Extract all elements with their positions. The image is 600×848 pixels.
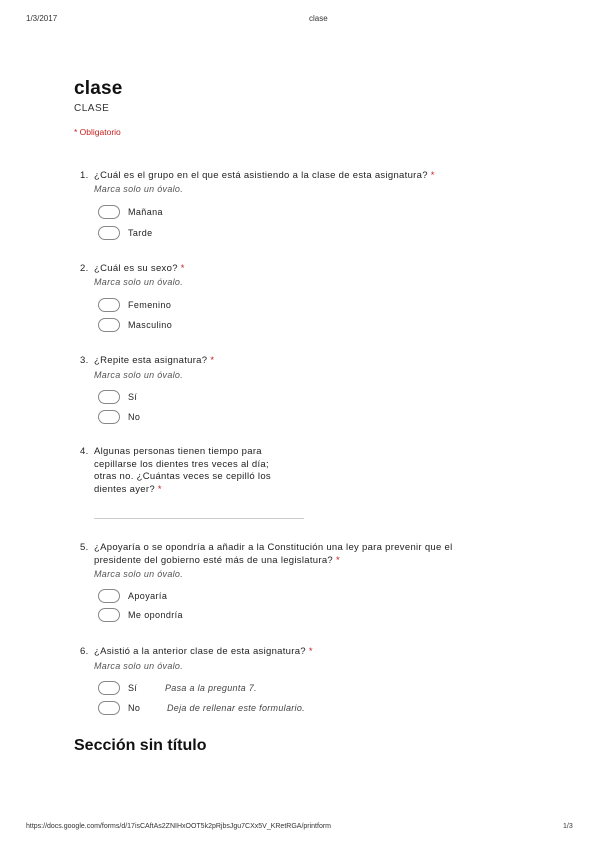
option-no-q6[interactable] xyxy=(98,700,140,716)
option-label: Mañana xyxy=(128,207,163,217)
question-text: ¿Cuál es su sexo? xyxy=(94,263,178,274)
option-tarde[interactable] xyxy=(98,225,153,241)
radio-oval[interactable] xyxy=(98,390,120,404)
option-si[interactable] xyxy=(98,389,137,405)
question-1 xyxy=(80,170,435,183)
required-star: * xyxy=(210,355,215,366)
radio-oval[interactable] xyxy=(98,589,120,603)
required-star: * xyxy=(180,263,185,274)
option-manana[interactable] xyxy=(98,204,163,220)
option-si-q6[interactable] xyxy=(98,680,137,696)
footer-url: https://docs.google.com/forms/d/17isCAftAs2ZNIHxOOT5k2pRjbsJgu7CXx5V_KRetRGA/printform xyxy=(26,823,332,830)
option-label: Femenino xyxy=(128,300,172,310)
question-text-line: ¿Apoyaría o se opondría a añadir a la Constitución una ley para prevenir que el xyxy=(94,542,453,553)
section-title: Sección sin título xyxy=(74,737,207,754)
option-label: Me opondría xyxy=(128,610,183,620)
option-label: Sí xyxy=(128,683,138,693)
question-number: 3. xyxy=(80,355,89,366)
radio-oval[interactable] xyxy=(98,205,120,219)
question-text-line: Algunas personas tienen tiempo para xyxy=(94,446,262,457)
question-text-line: otras no. ¿Cuántas veces se cepilló los xyxy=(94,471,271,482)
option-femenino[interactable] xyxy=(98,297,171,313)
question-number: 5. xyxy=(80,542,89,553)
question-text: ¿Asistió a la anterior clase de esta asignatura? xyxy=(94,646,306,657)
question-hint: Marca solo un óvalo. xyxy=(94,277,184,287)
goto-note: Pasa a la pregunta 7. xyxy=(165,683,257,693)
radio-oval[interactable] xyxy=(98,701,120,715)
question-number: 6. xyxy=(80,646,89,657)
question-number: 4. xyxy=(80,446,89,457)
question-text: ¿Cuál es el grupo en el que está asistiendo a la clase de esta asignatura? xyxy=(94,170,428,181)
option-label: Sí xyxy=(128,392,138,402)
required-star: * xyxy=(430,170,435,181)
option-masculino[interactable] xyxy=(98,317,172,333)
option-label: Apoyaría xyxy=(128,591,168,601)
radio-oval[interactable] xyxy=(98,608,120,622)
form-description: CLASE xyxy=(74,103,110,114)
radio-oval[interactable] xyxy=(98,681,120,695)
question-hint: Marca solo un óvalo. xyxy=(94,184,184,194)
radio-oval[interactable] xyxy=(98,410,120,424)
question-number: 2. xyxy=(80,263,89,274)
question-5 xyxy=(80,542,453,567)
option-apoyaria[interactable] xyxy=(98,588,167,604)
option-label: Tarde xyxy=(128,228,153,238)
question-text-line: presidente del gobierno esté más de una legislatura? xyxy=(94,554,333,566)
required-note: * Obligatorio xyxy=(74,127,121,137)
page-number: 1/3 xyxy=(563,823,573,830)
option-label: No xyxy=(128,412,141,422)
radio-oval[interactable] xyxy=(98,226,120,240)
required-star: * xyxy=(157,483,162,495)
question-text-line: dientes ayer? xyxy=(94,483,155,495)
question-4 xyxy=(80,446,271,496)
question-6 xyxy=(80,646,313,659)
form-title: clase xyxy=(74,78,123,99)
option-label: Masculino xyxy=(128,320,173,330)
question-number: 1. xyxy=(80,170,89,181)
short-answer-line[interactable] xyxy=(94,518,304,519)
question-hint: Marca solo un óvalo. xyxy=(94,370,184,380)
question-3 xyxy=(80,355,214,368)
radio-oval[interactable] xyxy=(98,318,120,332)
print-date: 1/3/2017 xyxy=(26,14,58,23)
question-2 xyxy=(80,263,185,276)
radio-oval[interactable] xyxy=(98,298,120,312)
required-star: * xyxy=(308,646,313,657)
question-text: ¿Repite esta asignatura? xyxy=(94,355,208,366)
question-hint: Marca solo un óvalo. xyxy=(94,661,184,671)
question-hint: Marca solo un óvalo. xyxy=(94,569,184,579)
print-title: clase xyxy=(309,14,328,23)
option-me-opondria[interactable] xyxy=(98,607,183,623)
question-text-line: cepillarse los dientes tres veces al día; xyxy=(94,458,269,470)
goto-note: Deja de rellenar este formulario. xyxy=(167,703,305,713)
option-label: No xyxy=(128,703,141,713)
required-star: * xyxy=(335,554,340,566)
option-no[interactable] xyxy=(98,409,140,425)
